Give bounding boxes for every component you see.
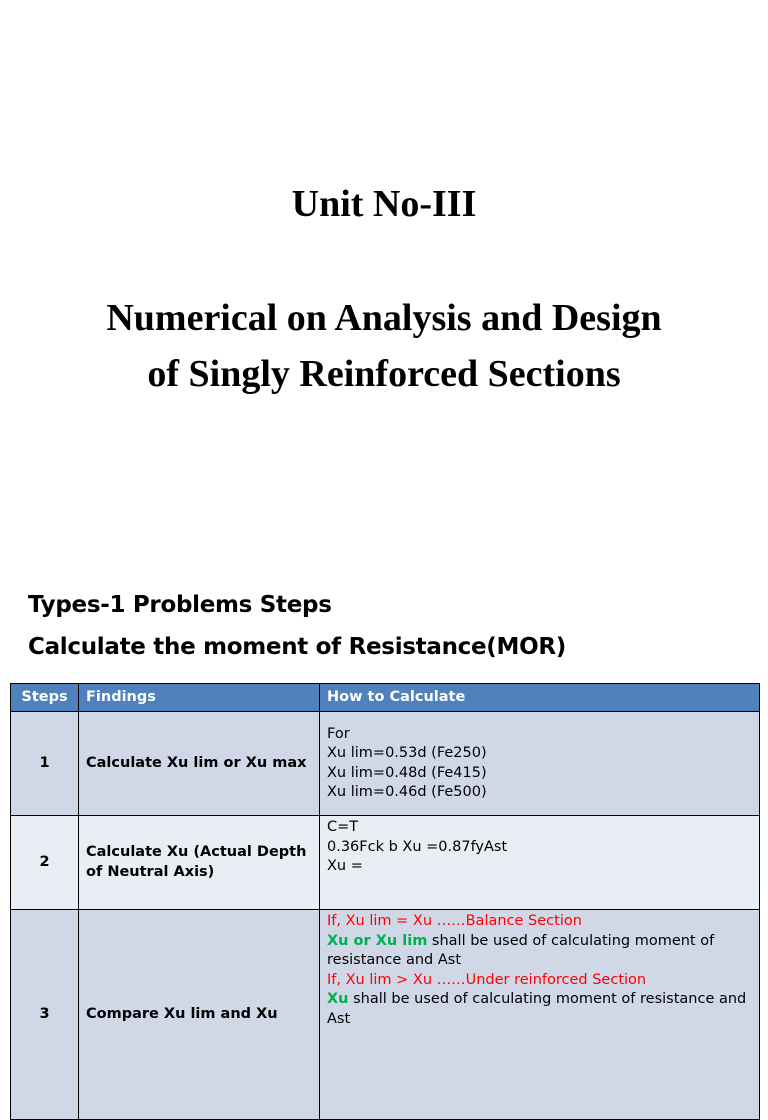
steps-table: [10, 683, 760, 1120]
types-heading: Types-1 Problems Steps: [28, 592, 332, 618]
how-cell: [320, 910, 760, 1120]
main-title-line-2: of Singly Reinforced Sections: [147, 353, 621, 395]
how-cell: [320, 712, 760, 816]
step-number: 3: [11, 910, 79, 1120]
table-header-row: [11, 684, 760, 712]
how-line: 0.36Fck b Xu =0.87fyAst: [327, 838, 508, 855]
how-line: C=T: [327, 819, 359, 835]
how-line: Xu lim=0.46d (Fe500): [327, 784, 487, 800]
main-title-line-1: Numerical on Analysis and Design: [106, 297, 662, 339]
how-line: Xu lim=0.53d (Fe250): [327, 745, 487, 761]
mor-heading: Calculate the moment of Resistance(MOR): [28, 634, 566, 660]
header-steps: Steps: [11, 684, 79, 712]
table-row: [11, 910, 760, 1120]
how-cell: [320, 816, 760, 910]
usage-note: shall be used of calculating moment of resistance and Ast: [327, 991, 747, 1027]
header-findings: Findings: [79, 684, 320, 712]
under-reinforced-condition-text: If, Xu lim > Xu ……Under reinforced Section: [327, 971, 647, 988]
table-row: [11, 712, 760, 816]
finding-cell: Compare Xu lim and Xu: [79, 910, 320, 1120]
how-line: Xu =: [327, 858, 363, 874]
unit-title: Unit No-III: [291, 183, 477, 225]
how-line: For: [327, 725, 350, 742]
xu-highlight: Xu or Xu lim: [327, 932, 428, 949]
xu-highlight: Xu: [327, 991, 349, 1007]
balance-condition-text: If, Xu lim = Xu ……Balance Section: [327, 913, 582, 929]
under-reinforced-usage-text: [327, 990, 752, 1029]
step-number: 1: [11, 712, 79, 816]
finding-cell: Calculate Xu (Actual Depth of Neutral Axis): [79, 816, 320, 910]
main-title: [0, 290, 768, 402]
header-how-to-calculate: How to Calculate: [320, 684, 760, 712]
balance-usage-text: [327, 932, 752, 971]
finding-cell: Calculate Xu lim or Xu max: [79, 712, 320, 816]
step-number: 2: [11, 816, 79, 910]
table-row: [11, 816, 760, 910]
usage-note: shall be used of calculating moment of resistance and Ast: [327, 932, 715, 968]
how-line: Xu lim=0.48d (Fe415): [327, 764, 487, 781]
